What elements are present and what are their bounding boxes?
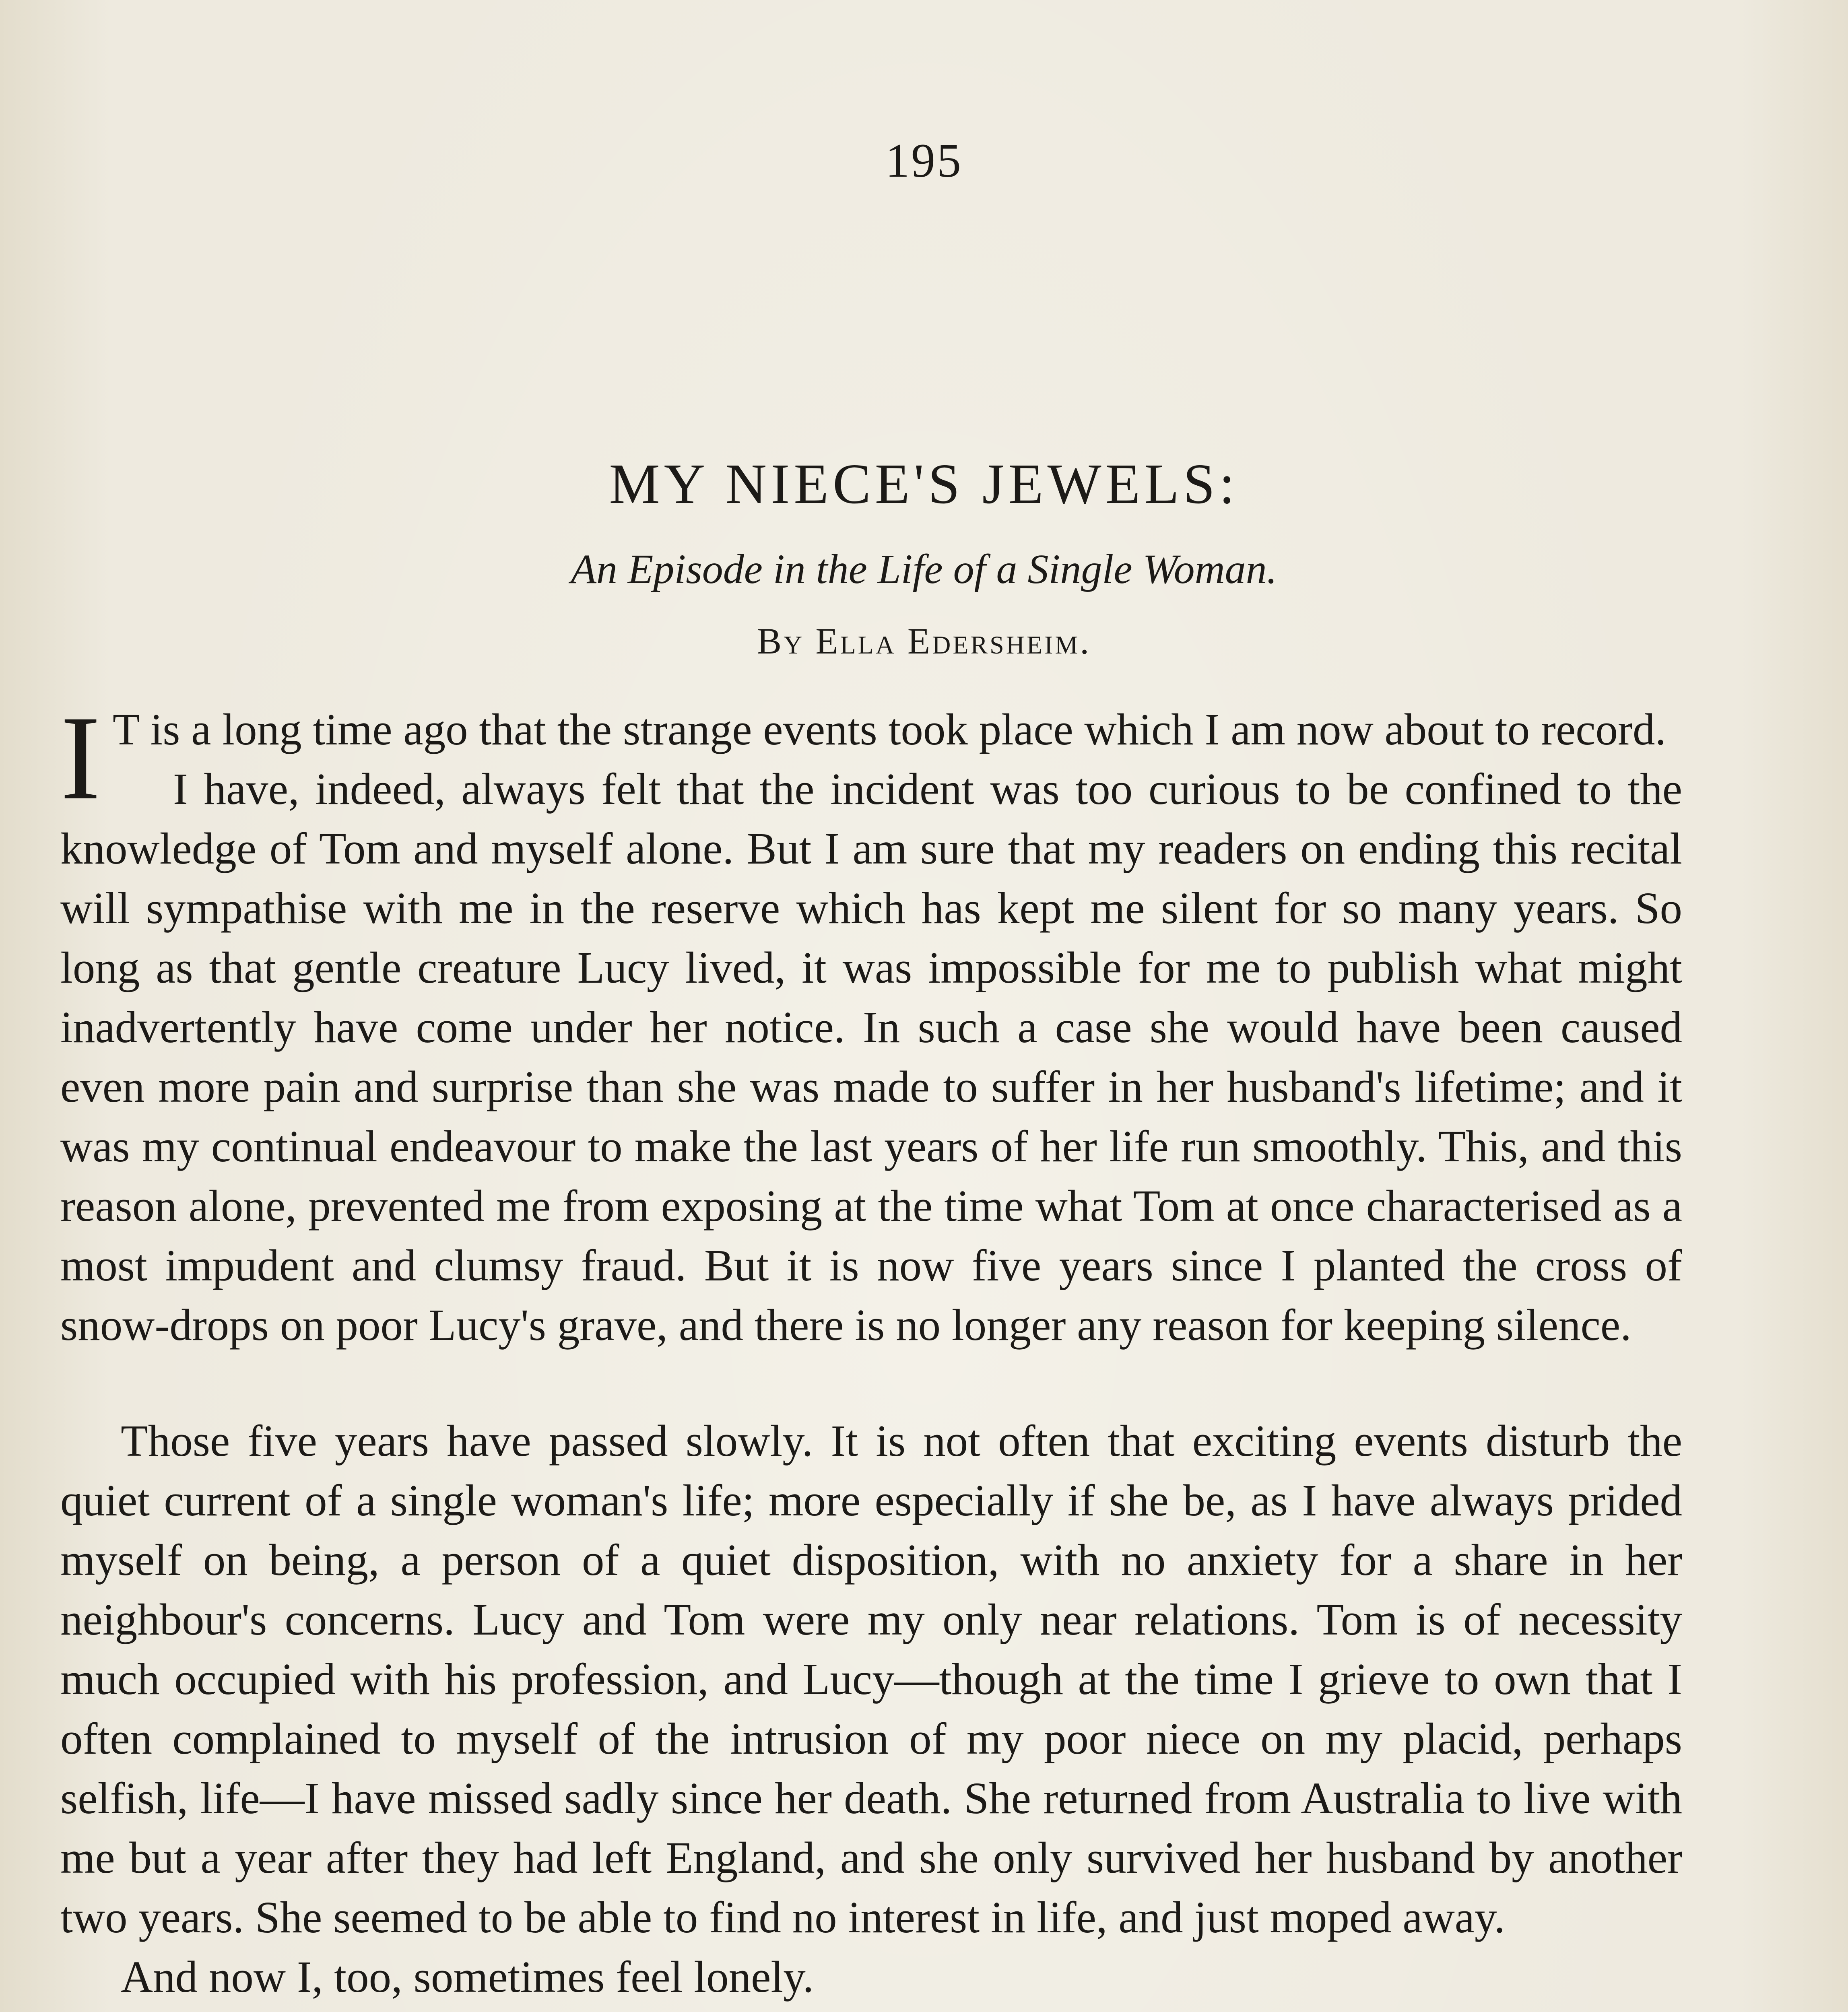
drop-cap: I	[60, 691, 101, 825]
paragraph-4: And now I, too, sometimes feel lonely.	[121, 1952, 814, 2002]
paragraph-2: I have, indeed, always felt that the incident was too curious to be confined to the knowledge of Tom and myself alone. But I am sure that my readers on ending this recital will sympathise with me in the reserve which has kept me silent for so many years. So long as that gentle creature Lucy lived, it was impossible for me to publish what might inadvertently have come under her notice. In such a case she would have been caused even more pain and surprise than she was made to suffer in her husband's lifetime; and it was my continual endeavour to make the last years of her life run smoothly. This, and this reason alone, prevented me from exposing at the time what Tom at once characterised as a most impudent and clumsy fraud. But it is now five years since I planted the cross of snow-drops on poor Lucy's grave, and there is no longer any reason for keeping silence.	[60, 765, 1682, 1350]
page-number: 195	[885, 134, 963, 187]
paragraph-text: T is a long time ago that the strange events took place which I am now about to record.	[112, 705, 1666, 754]
article-title: MY NIECE'S JEWELS:	[609, 452, 1239, 515]
article-subtitle: An Episode in the Life of a Single Woman.	[571, 546, 1277, 592]
article-body	[60, 691, 1682, 2012]
paragraph-5	[60, 2007, 1682, 2012]
paragraph-3: Those five years have passed slowly. It is not often that exciting events disturb the quiet current of a single woman's life; more especially if she be, as I have always prided myself on being, a person of a quiet disposition, with no anxiety for a share in her neighbour's concerns. Lucy and Tom were my only near relations. Tom is of necessity much occupied with his profession, and Lucy—though at the time I grieve to own that I often complained to myself of the intrusion of my poor niece on my placid, perhaps selfish, life—I have missed sadly since her death. She returned from Australia to live with me but a year after they had left England, and she only survived her husband by another two years. She seemed to be able to find no interest in life, and just moped away.	[60, 1416, 1682, 1942]
paragraph-1	[60, 691, 1682, 825]
article-byline: By Ella Edersheim.	[757, 621, 1091, 662]
